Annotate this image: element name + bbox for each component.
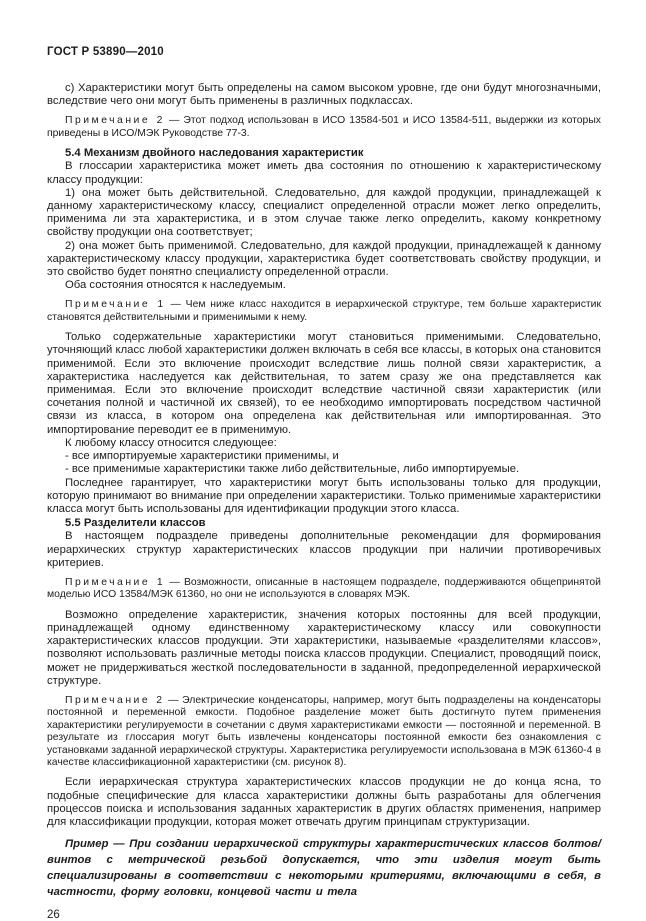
note-paragraph [47,695,601,769]
note-text: — Возможности, описанные в настоящем подразделе, поддерживаются общепринятой моделью ИСО 13584/МЭК 61360, но они не используются в словарях МЭК. [47,576,601,601]
paragraph: Только содержательные характеристики могут становиться применимыми. Следовательно, уточняющий класс любой характеристики должен включать в себя все классы, в которых она становится применимой. Если это включение происходит вследствие лишь полной связи характеристик, а характеристика наследуется как действительная, то затем сразу же она представляется как применимая. Если это включение происходит вследствие частичной связи характеристик (или сочетания полной и частичной их связей), то ее необходимо импортировать посредством частичной связи из класса, в котором она определена как действительная или импортированная. Это импортирование переводит ее в применимую. [47,331,601,436]
note-text: — Чем ниже класс находится в иерархической структуре, тем больше характеристик становятся действительными и применимыми к нему. [47,299,601,323]
note-text: — Этот подход использован в ИСО 13584-501 и ИСО 13584-511, выдержки из которых приведены в ИСО/МЭК Руководстве 77-3. [47,115,601,139]
document-number-header: ГОСТ Р 53890—2010 [47,46,164,58]
paragraph: Оба состояния относятся к наследуемым. [65,279,286,292]
paragraph: Последнее гарантирует, что характеристики могут быть использованы только для продукции, которую принимают во внимание при определении характеристики. Только применимые характеристики класса могут быть использованы для идентификации продукции этого класса. [47,476,601,515]
page-content [47,46,601,921]
note-paragraph [47,299,601,324]
paragraph-bullet: - все импортируемые характеристики применимы, и [65,450,339,463]
paragraph: В настоящем подразделе приведены дополнительные рекомендации для формирования иерархических структур характеристических классов продукции при наличии противоречивых критериев. [47,530,601,569]
paragraph: В глоссарии характеристика может иметь два состояния по отношению к характеристическому классу продукции: [47,160,601,186]
note-paragraph [47,577,601,602]
note-label: Примечание 1 [65,576,166,588]
paragraph-bullet: - все применимые характеристики также либо действительные, либо импортируемые. [65,463,520,476]
section-heading-5-5: 5.5 Разделители классов [65,517,206,530]
note-paragraph [47,115,601,140]
example-paragraph: Пример — При создании иерархической структуры характеристических классов болтов/винтов с метрической резьбой допускается, что эти изделия могут быть специализированы в соответствии с некоторыми критериями, включающими в себя, в частности, форму головки, концевой части и тела [47,838,601,899]
section-heading-5-4: 5.4 Механизм двойного наследования характеристик [65,147,364,160]
paragraph-item-c: с) Характеристики могут быть определены на самом высоком уровне, где они будут многозначными, вследствие чего они могут быть применены в различных подклассах. [47,82,601,108]
page-number: 26 [47,909,60,921]
paragraph-list-2: 2) она может быть применимой. Следовательно, для каждой продукции, принадлежащей к данному характеристическому классу продукции, характеристика будет соответствовать свойству продукции, и это свойство будет понятно специалисту определенной отрасли. [47,239,601,279]
paragraph: Возможно определение характеристик, значения которых постоянны для всей продукции, принадлежащей одному единственному характеристическому классу или совокупности характеристических классов продукции. Эти характеристики, называемые «разделителями классов», позволяют использовать различные методы поиска классов продукции. Специалист, проводящий поиск, может не придерживаться жесткой последовательности в заданной, предопределенной иерархической структуре. [47,608,601,687]
note-text: — Электрические конденсаторы, например, могут быть подразделены на конденсаторы постоянной и переменной емкости. Подобное разделение может быть достигнуто путем применения характеристики регулируемости в сочетании с двумя характеристиками емкости — постоянной и переменной. В результате из глоссария могут быть извлечены конденсаторы постоянной емкости без ознакомления с установками заданной иерархической структуры. Характеристика регулируемости использована в МЭК 61360-4 в качестве классификационной характеристики (см. рисунок 8). [47,694,601,768]
note-label: Примечание 2 [65,115,165,127]
note-label: Примечание 2 [65,694,165,706]
paragraph: К любому классу относится следующее: [65,436,277,449]
paragraph: Если иерархическая структура характеристических классов продукции не до конца ясна, то подобные специфические для класса характеристики должны быть разработаны для облегчения процессов поиска и использования заданных характеристик в других областях применения, например для классификации продукции, которая может отвечать другим принципам структуризации. [47,776,601,828]
paragraph-list-1: 1) она может быть действительной. Следовательно, для каждой продукции, принадлежащей к данному характеристическому классу, специалист определенной отрасли может легко определить, применима ли эта характеристика, и в этом случае также легко определить, какому конкретному свойству продукции она соответствует; [47,186,601,239]
note-label: Примечание 1 [65,299,166,311]
